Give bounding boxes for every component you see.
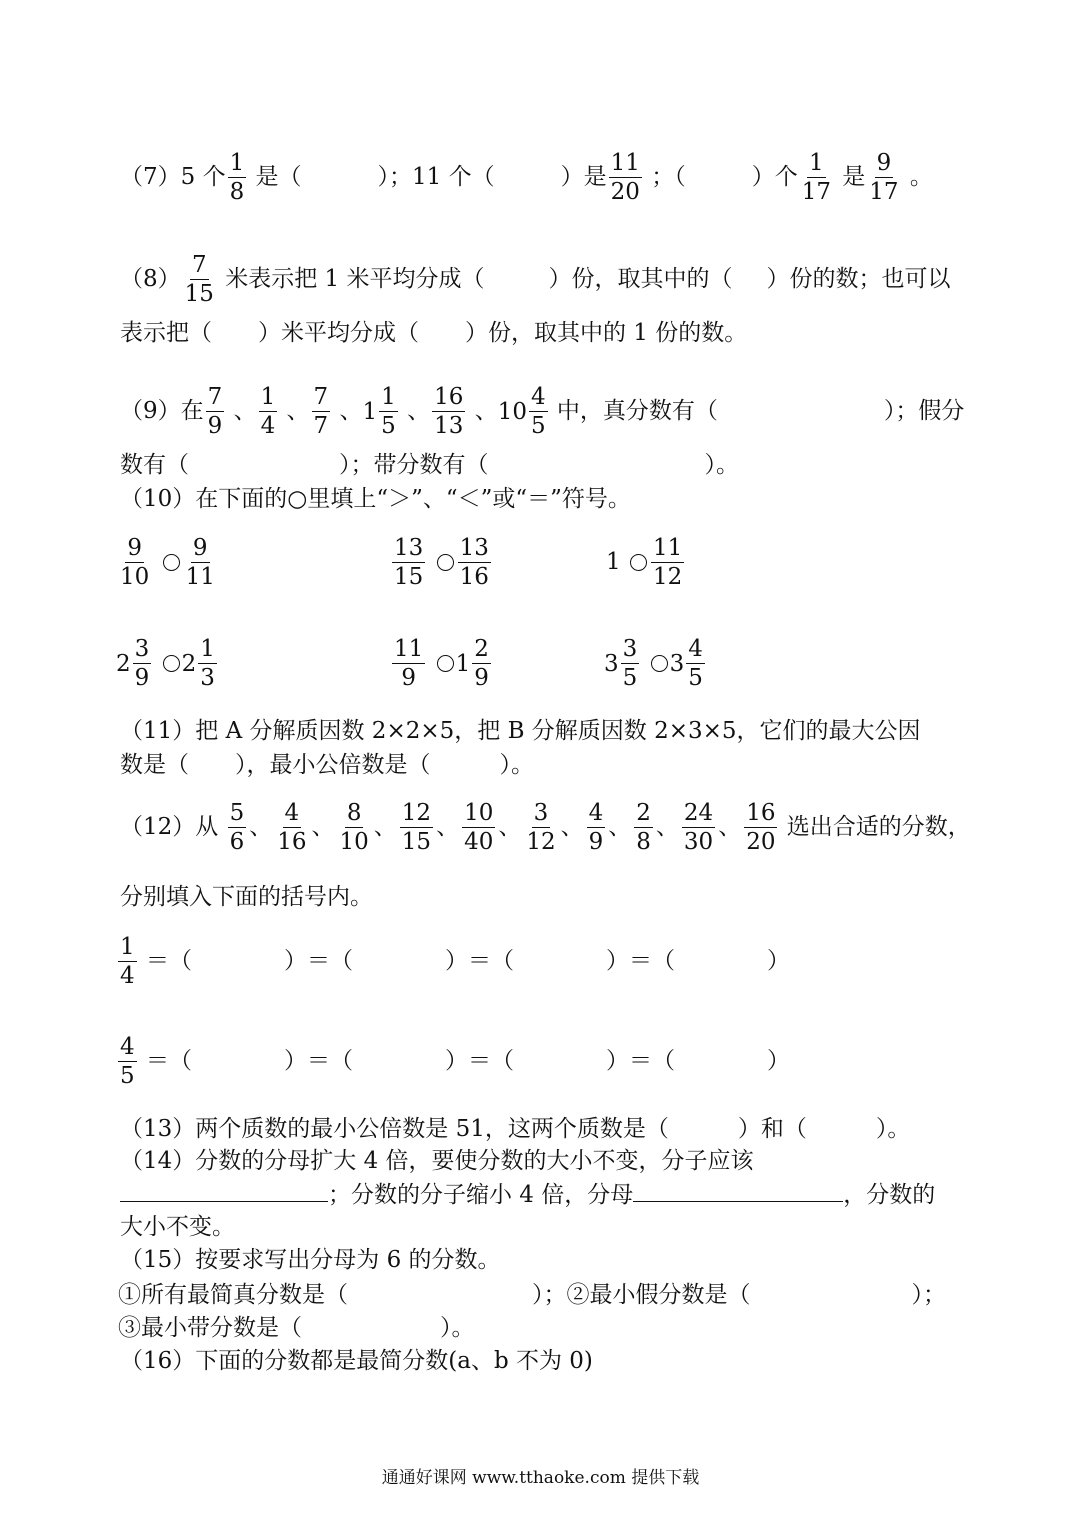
fraction: $\frac{3}{12}$ — [526, 800, 556, 856]
fraction: $\frac{2}{8}$ — [636, 800, 651, 856]
fraction: $\frac{9}{17}$ — [869, 150, 899, 206]
question-11: （11）把 A 分解质因数 2×2×5，把 B 分解质因数 2×3×5，它们的最大公因 — [120, 718, 921, 744]
question-8-line-2: 表示把（ ）米平均分成（ ）份，取其中的 1 份的数。 — [120, 320, 748, 346]
separator: 、 — [249, 813, 273, 840]
mixed-number: 1 $\frac{1}{5}$ — [362, 384, 396, 440]
question-12: （12）从 $\frac{5}{6}$ 、 $\frac{4}{16}$ 、 $\frac{8}{10}$ 、 $\frac{12}{15}$ 、 $\frac{10}{40}$ 、 $\frac{3}{12}$ 、 $\frac{4}{9}$ 、 $\frac{2}{8}$ 、 $\frac{24}{30}$ 、 $\frac{16}{20}$ 选出合适的分数， — [120, 800, 971, 856]
question-11-line-2: 数是（ ），最小公倍数是（ ）。 — [120, 752, 534, 778]
compare-item: $\frac{13}{15}$ $\frac{13}{16}$ — [394, 535, 489, 591]
question-14-line-3: 大小不变。 — [120, 1214, 235, 1240]
fraction: $\frac{1}{4}$ — [120, 934, 135, 990]
separator: 、 — [436, 813, 460, 840]
fraction: $\frac{4}{16}$ — [277, 800, 307, 856]
fraction: $\frac{11}{20}$ — [610, 150, 640, 206]
fraction: $\frac{1}{8}$ — [229, 150, 245, 206]
compare-item: 2 $\frac{3}{9}$ 2 $\frac{1}{3}$ — [116, 636, 215, 692]
fraction: $\frac{4}{5}$ — [120, 1034, 135, 1090]
question-12-line-2: 分别填入下面的括号内。 — [120, 884, 373, 910]
fraction: $\frac{1}{4}$ — [260, 384, 276, 440]
equation-row: $\frac{1}{4}$ ＝（ ）＝（ ）＝（ ）＝（ ） — [120, 934, 790, 990]
fraction: $\frac{10}{40}$ — [464, 800, 494, 856]
compare-circle[interactable] — [163, 554, 180, 571]
separator: 、 — [655, 813, 679, 840]
equation-row: $\frac{4}{5}$ ＝（ ）＝（ ）＝（ ）＝（ ） — [120, 1034, 790, 1090]
separator: 、 — [560, 813, 584, 840]
question-16: （16）下面的分数都是最简分数(a、b 不为 0) — [120, 1348, 593, 1374]
answer-blank[interactable] — [633, 1179, 843, 1202]
footer-credit: 通通好课网 www.tthaoke.com 提供下载 — [381, 1468, 700, 1488]
fraction: $\frac{24}{30}$ — [683, 800, 714, 856]
question-13: （13）两个质数的最小公倍数是 51，这两个质数是（ ）和（ ）。 — [120, 1116, 911, 1142]
mixed-number: 10 $\frac{4}{5}$ — [497, 384, 546, 440]
question-14: （14）分数的分母扩大 4 倍，要使分数的大小不变，分子应该 — [120, 1148, 754, 1174]
question-7: （7）5 个 $\frac{1}{8}$ 是（ ）；11 个（ ）是 $\frac{11}{20}$ ；（ ）个 $\frac{1}{17}$ 是 $\frac{9}{17}$ 。 — [120, 150, 933, 206]
fraction: $\frac{7}{15}$ — [184, 252, 214, 308]
fraction: $\frac{12}{15}$ — [401, 800, 432, 856]
compare-item: $\frac{11}{9}$ 1 $\frac{2}{9}$ — [394, 636, 489, 692]
compare-circle[interactable] — [437, 554, 454, 571]
separator: 、 — [718, 813, 742, 840]
question-9-line-2: 数有（ ）；带分数有（ ）。 — [120, 452, 739, 478]
fraction: $\frac{7}{7}$ — [313, 384, 329, 440]
fraction: $\frac{1}{17}$ — [801, 150, 831, 206]
question-14-line-2: ；分数的分子缩小 4 倍，分母 ，分数的 — [120, 1179, 935, 1210]
fraction: $\frac{16}{20}$ — [746, 800, 776, 856]
fraction: $\frac{5}{6}$ — [229, 800, 245, 856]
question-10: （10）在下面的○里填上“＞”、“＜”或“＝”符号。 — [120, 486, 631, 512]
fraction: $\frac{4}{9}$ — [588, 800, 604, 856]
compare-circle[interactable] — [437, 655, 454, 672]
question-15-line-3: ③最小带分数是（ ）。 — [118, 1315, 475, 1341]
question-15: （15）按要求写出分母为 6 的分数。 — [120, 1247, 501, 1273]
compare-item: $\frac{9}{10}$ $\frac{9}{11}$ — [120, 535, 215, 591]
compare-item: 3 $\frac{3}{5}$ 3 $\frac{4}{5}$ — [604, 636, 703, 692]
compare-circle[interactable] — [163, 655, 180, 672]
compare-circle[interactable] — [651, 655, 668, 672]
question-8: （8） $\frac{7}{15}$ 米表示把 1 米平均分成（ ）份，取其中的（ ）份的数；也可以 — [120, 252, 951, 308]
answer-blank[interactable] — [120, 1179, 328, 1202]
question-15-line-2: ①所有最简真分数是（ ）；②最小假分数是（ ）； — [118, 1282, 946, 1308]
separator: 、 — [608, 813, 632, 840]
compare-item: 1 $\frac{11}{12}$ — [606, 535, 683, 591]
separator: 、 — [373, 813, 397, 840]
compare-circle[interactable] — [630, 554, 647, 571]
fraction: $\frac{8}{10}$ — [339, 800, 369, 856]
question-9: （9）在 $\frac{7}{9}$ 、 $\frac{1}{4}$ 、 $\frac{7}{7}$ 、 1 $\frac{1}{5}$ 、 $\frac{16}{13}$ 、 10 $\frac{4}{5}$ 中，真分数有（ ）；假分 — [120, 384, 965, 440]
separator: 、 — [311, 813, 335, 840]
fraction: $\frac{7}{9}$ — [207, 384, 223, 440]
separator: 、 — [498, 813, 522, 840]
fraction: $\frac{16}{13}$ — [434, 384, 464, 440]
